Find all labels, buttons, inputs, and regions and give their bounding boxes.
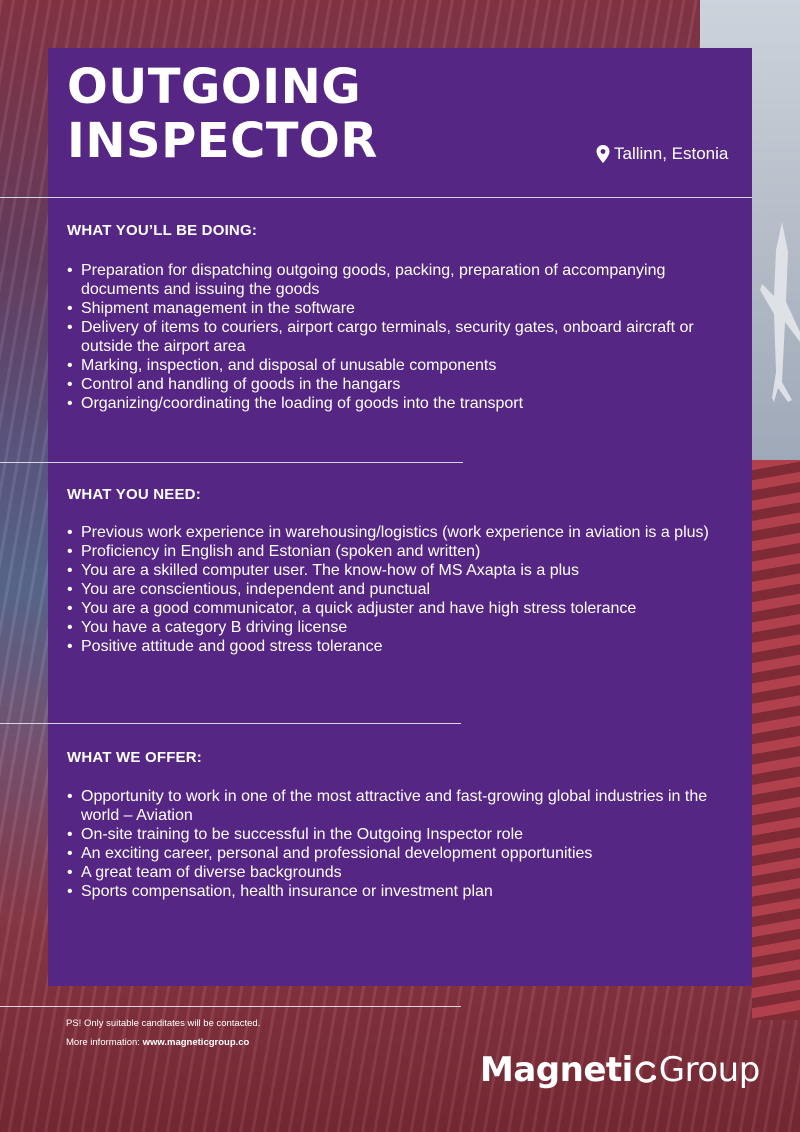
list-item: • On-site training to be successful in the Outgoing Inspector role bbox=[67, 825, 717, 844]
brand-logo bbox=[480, 1050, 760, 1090]
list-item: • You are conscientious, independent and punctual bbox=[67, 580, 717, 599]
list-item: • Preparation for dispatching outgoing goods, packing, preparation of accompanying documents and issuing the goods bbox=[67, 261, 717, 299]
list-item: • Opportunity to work in one of the most attractive and fast-growing global industries in the world – Aviation bbox=[67, 787, 717, 825]
job-title bbox=[67, 60, 378, 168]
list-item: • An exciting career, personal and professional development opportunities bbox=[67, 844, 717, 863]
job-location bbox=[596, 144, 728, 164]
offer-list bbox=[67, 787, 717, 901]
list-item: • Previous work experience in warehousing/logistics (work experience in aviation is a plus) bbox=[67, 523, 717, 542]
list-item: • You have a category B driving license bbox=[67, 618, 717, 637]
list-item: • You are a good communicator, a quick adjuster and have high stress tolerance bbox=[67, 599, 717, 618]
more-info-link[interactable]: www.magneticgroup.co bbox=[142, 1037, 250, 1048]
list-item: • Sports compensation, health insurance or investment plan bbox=[67, 882, 717, 901]
c-arc-logo-icon bbox=[634, 1060, 658, 1084]
need-list bbox=[67, 523, 717, 656]
doing-list bbox=[67, 261, 717, 413]
list-item: • Positive attitude and good stress tolerance bbox=[67, 637, 717, 656]
location-text: Tallinn, Estonia bbox=[614, 144, 729, 163]
list-item: • Shipment management in the software bbox=[67, 299, 717, 318]
list-item: • Delivery of items to couriers, airport cargo terminals, security gates, onboard aircraft or outside the airport area bbox=[67, 318, 717, 356]
background-container-stripes bbox=[752, 460, 800, 1020]
section-title-offer: WHAT WE OFFER: bbox=[67, 749, 202, 766]
more-info-label: More information: bbox=[66, 1037, 140, 1048]
list-item: • You are a skilled computer user. The know-how of MS Axapta is a plus bbox=[67, 561, 717, 580]
footer-more-info bbox=[66, 1037, 249, 1048]
location-pin-icon bbox=[596, 145, 610, 163]
section-divider bbox=[0, 462, 463, 463]
job-title-line-2: INSPECTOR bbox=[67, 113, 378, 169]
section-title-need: WHAT YOU NEED: bbox=[67, 486, 201, 503]
list-item: • A great team of diverse backgrounds bbox=[67, 863, 717, 882]
job-title-line-1: OUTGOING bbox=[67, 59, 362, 115]
header-divider bbox=[0, 197, 752, 198]
brand-name-bold: Magneti bbox=[480, 1050, 633, 1090]
list-item: • Proficiency in English and Estonian (spoken and written) bbox=[67, 542, 717, 561]
footer-note: PS! Only suitable canditates will be contacted. bbox=[66, 1018, 261, 1029]
list-item: • Organizing/coordinating the loading of goods into the transport bbox=[67, 394, 717, 413]
list-item: • Marking, inspection, and disposal of unusable components bbox=[67, 356, 717, 375]
section-divider bbox=[0, 723, 461, 724]
brand-name-light: Group bbox=[658, 1050, 760, 1090]
airplane-icon bbox=[752, 222, 800, 402]
section-title-doing: WHAT YOU’LL BE DOING: bbox=[67, 222, 258, 239]
list-item: • Control and handling of goods in the hangars bbox=[67, 375, 717, 394]
footer-divider bbox=[0, 1006, 461, 1007]
